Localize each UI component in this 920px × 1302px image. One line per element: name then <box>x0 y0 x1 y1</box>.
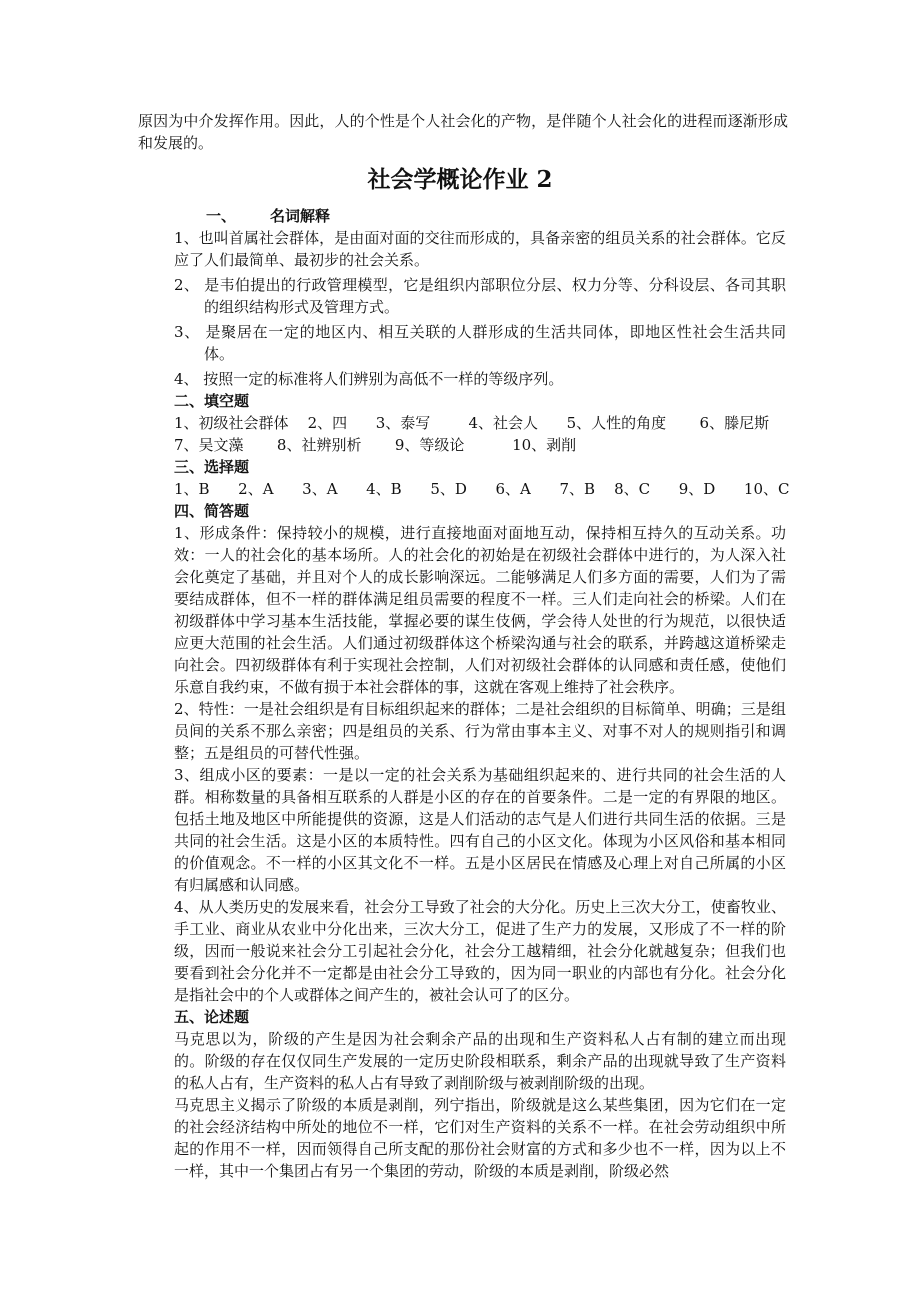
section-heading-short-answer: 四、简答题 <box>174 502 250 520</box>
section-heading-terms <box>174 205 786 227</box>
term-answer-2: 2、 是韦伯提出的行政管理模型，它是组织内部职位分层、权力分等、分科设层、各司其职的组织结构形式及管理方式。 <box>174 276 786 316</box>
choice-answers-row: 1、B 2、A 3、A 4、B 5、D 6、A 7、B 8、C 9、D 10、C <box>174 480 790 498</box>
short-answer-3: 3、组成小区的要素：一是以一定的社会关系为基础组织起来的、进行共同的社会生活的人群。相称数量的具备相互联系的人群是小区的存在的首要条件。二是一定的有界限的地区。包括土地及地区中所能提供的资源，这是人们活动的志气是人们进行共同生活的依据。三是共同的社会生活。这是小区的本质特性。四有自己的小区文化。体现为小区风俗和基本相同的价值观念。不一样的小区其文化不一样。五是小区居民在情感及心理上对自己所属的小区有归属感和认同感。 <box>174 766 786 894</box>
term-answer-3: 3、 是聚居在一定的地区内、相互关联的人群形成的生活共同体，即地区性社会生活共同体。 <box>174 323 786 363</box>
document-body <box>174 205 790 1182</box>
term-answer-4: 4、 按照一定的标准将人们辨别为高低不一样的等级序列。 <box>174 370 564 388</box>
short-answer-4: 4、从人类历史的发展来看，社会分工导致了社会的大分化。历史上三次大分工，使畜牧业、手工业、商业从农业中分化出来，三次大分工，促进了生产力的发展，又形成了不一样的阶级，因而一般说来社会分工引起社会分化，社会分工越精细，社会分化就越复杂；但我们也要看到社会分化并不一定都是由社会分工导致的，因为同一职业的内部也有分化。社会分化是指社会中的个人或群体之间产生的，被社会认可了的区分。 <box>174 898 786 1004</box>
section-number: 一、 <box>206 207 237 225</box>
section-heading-choice: 三、选择题 <box>174 458 250 476</box>
fill-blank-row-1: 1、初级社会群体 2、四 3、泰写 4、社会人 5、人性的角度 6、滕尼斯 <box>174 414 770 432</box>
essay-paragraph-2: 马克思主义揭示了阶级的本质是剥削，列宁指出，阶级就是这么某些集团，因为它们在一定的社会经济结构中所处的地位不一样，它们对生产资料的关系不一样。在社会劳动组织中所起的作用不一样，因而领得自己所支配的那份社会财富的方式和多少也不一样，因为以上不一样，其中一个集团占有另一个集团的劳动，阶级的本质是剥削，阶级必然 <box>174 1096 786 1180</box>
section-heading-essay: 五、论述题 <box>174 1008 250 1026</box>
short-answer-1: 1、形成条件：保持较小的规模，进行直接地面对面地互动，保持相互持久的互动关系。功效：一人的社会化的基本场所。人的社会化的初始是在初级社会群体中进行的，为人深入社会化奠定了基础，并且对个人的成长影响深远。二能够满足人们多方面的需要，人们为了需要结成群体，但不一样的群体满足组员需要的程度不一样。三人们走向社会的桥梁。人们在初级群体中学习基本生活技能，掌握必要的谋生伎俩，学会待人处世的行为规范，以很快适应更大范围的社会生活。人们通过初级群体这个桥梁沟通与社会的联系，并跨越这道桥梁走向社会。四初级群体有利于实现社会控制，人们对初级社会群体的认同感和责任感，使他们乐意自我约束，不做有损于本社会群体的事，这就在客观上维持了社会秩序。 <box>174 524 786 696</box>
section-title: 名词解释 <box>270 207 331 225</box>
term-answer-1: 1、也叫首属社会群体，是由面对面的交往而形成的，具备亲密的组员关系的社会群体。它反应了人们最简单、最初步的社会关系。 <box>174 229 786 269</box>
carryover-paragraph: 原因为中介发挥作用。因此，人的个性是个人社会化的产物，是伴随个人社会化的进程而逐渐形成和发展的。 <box>138 112 788 152</box>
fill-blank-row-2: 7、吴文藻 8、社辨别析 9、等级论 10、剥削 <box>174 436 577 454</box>
section-heading-fill-blank: 二、填空题 <box>174 392 250 410</box>
short-answer-2: 2、特性：一是社会组织是有目标组织起来的群体；二是社会组织的目标简单、明确；三是组员间的关系不那么亲密；四是组员的关系、行为常由事本主义、对事不对人的规则指引和调整；五是组员的可替代性强。 <box>174 700 786 762</box>
essay-paragraph-1: 马克思以为，阶级的产生是因为社会剩余产品的出现和生产资料私人占有制的建立而出现的。阶级的存在仅仅同生产发展的一定历史阶段相联系，剩余产品的出现就导致了生产资料的私人占有，生产资料的私人占有导致了剥削阶级与被剥削阶级的出现。 <box>174 1030 786 1092</box>
page-title: 社会学概论作业 2 <box>367 166 553 193</box>
